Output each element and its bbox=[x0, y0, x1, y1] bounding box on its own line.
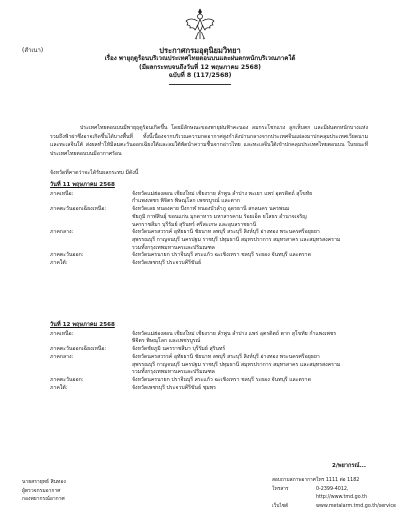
region-row bbox=[50, 346, 380, 354]
province-line: จังหวัดนครนายก ปราจีนบุรี สระแก้ว ฉะเชิงเทรา ชลบุรี ระยอง จันทบุรี และตราด bbox=[132, 252, 311, 259]
signatory-position: ผู้ตรวจกรมอากาศ bbox=[22, 487, 61, 494]
region-row bbox=[50, 354, 380, 377]
province-list bbox=[132, 260, 380, 268]
region-row bbox=[50, 252, 380, 260]
region-label: ภาคตะวันออกเฉียงเหนือ: bbox=[50, 206, 107, 213]
contact-label: โทรสาร bbox=[272, 486, 289, 492]
province-line: สุพรรณบุรี กาญจนบุรี นครปฐม ราชบุรี ปทุมธานี สมุทรปราการ สมุทรสาคร และสมุทรสงคราม bbox=[132, 361, 341, 368]
header-divider bbox=[169, 84, 231, 85]
province-line: จังหวัดแม่ฮ่องสอน เชียงใหม่ เชียงราย ลำพูน ลำปาง พะเยา แพร่ อุตรดิตถ์ สุโขทัย bbox=[132, 190, 313, 197]
region-label: ภาคตะวันออกเฉียงเหนือ: bbox=[50, 346, 107, 353]
day-title: วันที่ 11 พฤษภาคม 2568 bbox=[50, 182, 115, 188]
province-list bbox=[132, 377, 380, 385]
contact-value[interactable]: 0-2399-4012, http://www.tmd.go.th bbox=[316, 486, 368, 501]
region-row bbox=[50, 331, 380, 346]
copy-label: (สำเนา) bbox=[22, 47, 44, 54]
province-list bbox=[132, 346, 380, 354]
region-row bbox=[50, 206, 380, 229]
province-line: รวมทั้งกรุงเทพมหานครและปริมณฑล bbox=[132, 244, 215, 251]
region-label: ภาคเหนือ: bbox=[50, 330, 74, 337]
region-row bbox=[50, 191, 380, 206]
province-line: ชัยภูมิ กาฬสินธุ์ ขอนแก่น มุกดาหาร มหาสารคาม ร้อยเอ็ด ยโสธร อำนาจเจริญ bbox=[132, 213, 307, 220]
region-row bbox=[50, 260, 380, 268]
contact-row bbox=[272, 477, 400, 486]
region-label: ภาคตะวันออก: bbox=[50, 376, 84, 383]
province-line: จังหวัดเพชรบุรี ประจวบคีรีขันธ์ bbox=[132, 260, 202, 267]
contact-value[interactable]: www.metalarm.tmd.go.th/service bbox=[316, 504, 396, 510]
garuda-emblem-icon bbox=[184, 6, 216, 42]
region-label: ภาคใต้: bbox=[50, 260, 68, 267]
province-list bbox=[132, 385, 380, 393]
effective-date: (มีผลกระทบจนถึงวันที่ 12 พฤษภาคม 2568) bbox=[139, 63, 261, 71]
province-line: จังหวัดเพชรบุรี ประจวบคีรีขันธ์ ชุมพร bbox=[132, 384, 216, 391]
announcement-subject: เรื่อง พายุฤดูร้อนบริเวณประเทศไทยตอนบนและฝนตกหนักบริเวณภาคใต้ bbox=[104, 55, 296, 62]
province-line: จังหวัดนครสวรรค์ อุทัยธานี ชัยนาท ลพบุรี สระบุรี สิงห์บุรี อ่างทอง พระนครศรีอยุธยา bbox=[132, 353, 320, 360]
region-label: ภาคใต้: bbox=[50, 384, 68, 391]
contact-label: สอบถามสภาพอากาศ bbox=[272, 478, 316, 483]
issue-number: ฉบับที่ 8 (117/2568) bbox=[168, 72, 232, 79]
province-list bbox=[132, 191, 380, 206]
province-line: นครราชสีมา บุรีรัมย์ สุรินทร์ ศรีสะเกษ และอุบลราชธานี bbox=[132, 221, 257, 228]
region-label: ภาคเหนือ: bbox=[50, 190, 74, 197]
day-section-12 bbox=[50, 322, 380, 392]
province-line: สุพรรณบุรี กาญจนบุรี นครปฐม ราชบุรี ปทุมธานี สมุทรปราการ สมุทรสาคร และสมุทรสงคราม bbox=[132, 236, 341, 243]
province-list bbox=[132, 229, 380, 252]
contact-row bbox=[272, 503, 400, 512]
intro-paragraph: ประเทศไทยตอนบนมีพายุฤดูร้อนเกิดขึ้น โดยมีลักษณะของพายุฝนฟ้าคะนอง ลมกระโชกแรง ลูกเห็บตก และมีฝนตกหนักบางแห่ง รวมถึงฟ้าผ่าซึ่งอาจเกิดขึ้นได้บางพื้นที่ ทั้งนี้เนื่องจากบริเวณความกดอากาศสูงกำลังปานกลางจากประเทศจีนแผ่ลงมาปกคลุมประเทศเวียดนามและทะเลจีนใต้ ส่งผลทำให้มีลมตะวันออกเฉียงใต้และลมใต้พัดนำความชื้นจากอ่าวไทย และทะเลจีนใต้เข้าปกคลุมประเทศไทยตอนบน ในขณะที่ประเทศไทยตอนบนมีอากาศร้อน bbox=[50, 125, 368, 157]
day-title: วันที่ 12 พฤษภาคม 2568 bbox=[50, 322, 115, 328]
province-line: จังหวัดชัยภูมิ นครราชสีมา บุรีรัมย์ สุรินทร์ bbox=[132, 346, 226, 353]
day-section-11 bbox=[50, 182, 380, 268]
region-label: ภาคตะวันออก: bbox=[50, 252, 84, 259]
signatory-name: นายสรายุทธ์ สินทอง bbox=[22, 479, 66, 485]
announcement-title: ประกาศกรมอุตุนิยมวิทยา bbox=[159, 46, 241, 55]
region-row bbox=[50, 377, 380, 385]
province-line: รวมทั้งกรุงเทพมหานครและปริมณฑล bbox=[132, 369, 215, 376]
region-row bbox=[50, 385, 380, 393]
province-line: จังหวัดนครสวรรค์ อุทัยธานี ชัยนาท ลพบุรี สระบุรี สิงห์บุรี อ่างทอง พระนครศรีอยุธยา bbox=[132, 229, 320, 236]
contact-label: เว็บไซต์ bbox=[272, 504, 289, 510]
signatory-division: กองพยากรณ์อากาศ bbox=[22, 496, 65, 503]
affected-provinces-lead: จังหวัดที่คาดว่าจะได้รับผลกระทบ มีดังนี้ bbox=[50, 170, 139, 176]
footer-signatory bbox=[22, 478, 66, 504]
province-list bbox=[132, 354, 380, 377]
province-line: จังหวัดเลย หนองคาย บึงกาฬ หนองบัวลำภู อุดรธานี สกลนคร นครพนม bbox=[132, 206, 290, 213]
intro-section bbox=[50, 124, 368, 158]
announcement-header bbox=[0, 46, 400, 85]
region-label: ภาคกลาง: bbox=[50, 353, 74, 360]
footer-contact bbox=[272, 477, 400, 512]
province-list bbox=[132, 252, 380, 260]
province-line: จังหวัดนครนายก ปราจีนบุรี สระแก้ว ฉะเชิงเทรา ชลบุรี ระยอง จันทบุรี และตราด bbox=[132, 376, 311, 383]
province-line: พิจิตร พิษณุโลก และเพชรบูรณ์ bbox=[132, 338, 201, 345]
province-line: กำแพงเพชร พิจิตร พิษณุโลก เพชรบูรณ์ และตาก bbox=[132, 198, 240, 205]
region-label: ภาคกลาง: bbox=[50, 229, 74, 236]
contact-row bbox=[272, 486, 400, 503]
province-list bbox=[132, 331, 380, 346]
region-row bbox=[50, 229, 380, 252]
next-page-marker: 2/พยากรณ์... bbox=[332, 463, 366, 469]
province-list bbox=[132, 206, 380, 229]
contact-value: โทร 1111 ต่อ 1182 bbox=[316, 478, 360, 483]
province-line: จังหวัดแม่ฮ่องสอน เชียงใหม่ เชียงราย ลำพูน ลำปาง แพร่ อุตรดิตถ์ ตาก สุโขทัย กำแพงเพชร bbox=[132, 330, 337, 337]
